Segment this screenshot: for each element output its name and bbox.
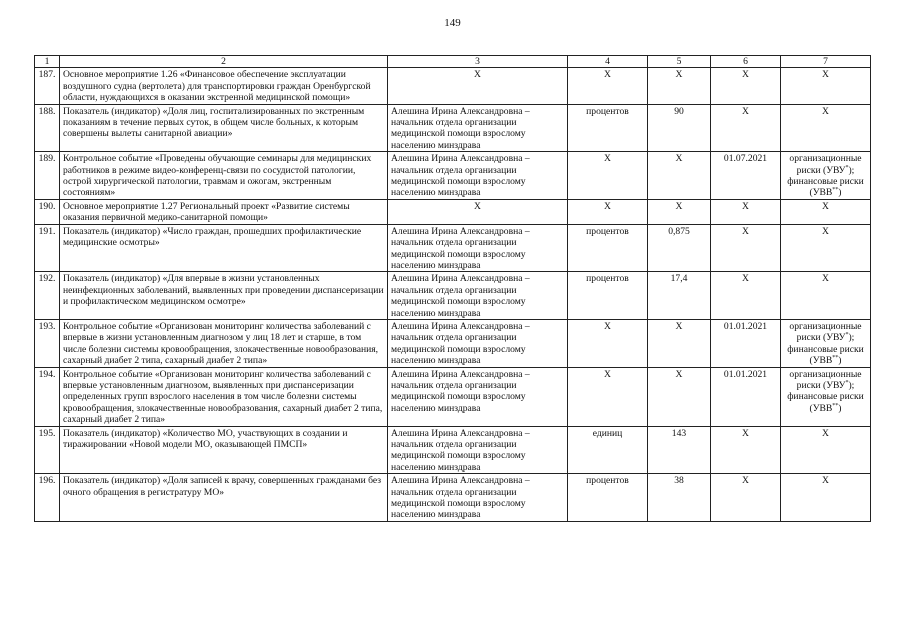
table-row — [35, 367, 871, 426]
table-row — [35, 104, 871, 152]
target-value: X — [648, 319, 711, 367]
unit: процентов — [568, 272, 648, 320]
unit: единиц — [568, 426, 648, 474]
unit: процентов — [568, 224, 648, 272]
responsible-person: X — [388, 199, 568, 224]
event-name: Показатель (индикатор) «Доля записей к врачу, совершенных гражданами без очного обращения в регистратуру МО» — [60, 474, 388, 522]
deadline-date: 01.01.2021 — [711, 319, 781, 367]
row-number: 188. — [35, 104, 60, 152]
deadline-date: X — [711, 426, 781, 474]
responsible-person: Алешина Ирина Александровна – начальник отдела организации медицинской помощи взрослому населению минздрава — [388, 367, 568, 426]
table-row — [35, 426, 871, 474]
deadline-date: 01.07.2021 — [711, 152, 781, 200]
unit: X — [568, 152, 648, 200]
unit: X — [568, 319, 648, 367]
event-name: Контрольное событие «Организован мониторинг количества заболеваний с впервые в жизни установленным диагнозом у лиц 18 лет и старше, в том числе болезни системы кровообращения, злокачественные новообразования, сахарный диабет 2 типа, сахарный диабет 2 типа» — [60, 319, 388, 367]
deadline-date: X — [711, 104, 781, 152]
risks: X — [781, 272, 871, 320]
risks: X — [781, 224, 871, 272]
risks: X — [781, 199, 871, 224]
table-row — [35, 224, 871, 272]
target-value: 143 — [648, 426, 711, 474]
event-name: Контрольное событие «Проведены обучающие семинары для медицинских работников в режиме видео-конференц-связи по сосудистой патологии, острой хирургической патологии, травмам и ожогам, экстренным состояниям» — [60, 152, 388, 200]
row-number: 196. — [35, 474, 60, 522]
table-row — [35, 319, 871, 367]
responsible-person: Алешина Ирина Александровна – начальник отдела организации медицинской помощи взрослому населению минздрава — [388, 104, 568, 152]
plan-table — [34, 55, 871, 522]
risks: X — [781, 104, 871, 152]
row-number: 190. — [35, 199, 60, 224]
responsible-person: Алешина Ирина Александровна – начальник отдела организации медицинской помощи взрослому населению минздрава — [388, 474, 568, 522]
event-name: Основное мероприятие 1.26 «Финансовое обеспечение эксплуатации воздушного судна (вертолета) для транспортировки граждан Оренбургской области, нуждающихся в оказании экстренной медицинской помощи» — [60, 68, 388, 104]
column-number: 6 — [711, 56, 781, 68]
row-number: 189. — [35, 152, 60, 200]
responsible-person: Алешина Ирина Александровна – начальник отдела организации медицинской помощи взрослому населению минздрава — [388, 426, 568, 474]
column-number: 3 — [388, 56, 568, 68]
responsible-person: Алешина Ирина Александровна – начальник отдела организации медицинской помощи взрослому населению минздрава — [388, 224, 568, 272]
target-value: X — [648, 152, 711, 200]
event-name: Контрольное событие «Организован мониторинг количества заболеваний с впервые установленным диагнозом, выявленных при диспансеризации определенных групп взрослого населения в том числе болезни системы кровообращения, злокачественные новообразования, сахарный диабет 2 типа, сахарный диабет 2 типа» — [60, 367, 388, 426]
table-row — [35, 474, 871, 522]
target-value: 38 — [648, 474, 711, 522]
deadline-date: X — [711, 272, 781, 320]
deadline-date: 01.01.2021 — [711, 367, 781, 426]
deadline-date: X — [711, 68, 781, 104]
target-value: 0,875 — [648, 224, 711, 272]
risks: организационные риски (УВУ*); финансовые риски (УВВ**) — [781, 152, 871, 200]
target-value: X — [648, 68, 711, 104]
risks: X — [781, 68, 871, 104]
unit: X — [568, 199, 648, 224]
row-number: 194. — [35, 367, 60, 426]
responsible-person: X — [388, 68, 568, 104]
unit: процентов — [568, 474, 648, 522]
target-value: X — [648, 367, 711, 426]
table-row — [35, 152, 871, 200]
risks: организационные риски (УВУ*); финансовые риски (УВВ**) — [781, 367, 871, 426]
table-row — [35, 199, 871, 224]
column-number: 2 — [60, 56, 388, 68]
responsible-person: Алешина Ирина Александровна – начальник отдела организации медицинской помощи взрослому населению минздрава — [388, 319, 568, 367]
responsible-person: Алешина Ирина Александровна – начальник отдела организации медицинской помощи взрослому населению минздрава — [388, 152, 568, 200]
responsible-person: Алешина Ирина Александровна – начальник отдела организации медицинской помощи взрослому населению минздрава — [388, 272, 568, 320]
unit: X — [568, 367, 648, 426]
table-row — [35, 68, 871, 104]
deadline-date: X — [711, 224, 781, 272]
column-number-row — [35, 56, 871, 68]
column-number: 7 — [781, 56, 871, 68]
unit: процентов — [568, 104, 648, 152]
row-number: 187. — [35, 68, 60, 104]
row-number: 195. — [35, 426, 60, 474]
target-value: X — [648, 199, 711, 224]
row-number: 192. — [35, 272, 60, 320]
risks: организационные риски (УВУ*); финансовые риски (УВВ**) — [781, 319, 871, 367]
deadline-date: X — [711, 199, 781, 224]
event-name: Показатель (индикатор) «Количество МО, участвующих в создании и тиражировании «Новой модели МО, оказывающей ПМСП» — [60, 426, 388, 474]
column-number: 1 — [35, 56, 60, 68]
unit: X — [568, 68, 648, 104]
page-number: 149 — [444, 17, 461, 29]
event-name: Показатель (индикатор) «Доля лиц, госпитализированных по экстренным показаниям в течение первых суток, в общем числе больных, к которым совершены вылеты санитарной авиации» — [60, 104, 388, 152]
row-number: 191. — [35, 224, 60, 272]
risks: X — [781, 474, 871, 522]
row-number: 193. — [35, 319, 60, 367]
target-value: 17,4 — [648, 272, 711, 320]
column-number: 4 — [568, 56, 648, 68]
event-name: Показатель (индикатор) «Для впервые в жизни установленных неинфекционных заболеваний, выявленных при проведении диспансеризации и профилактическом медицинском осмотре» — [60, 272, 388, 320]
event-name: Основное мероприятие 1.27 Региональный проект «Развитие системы оказания первичной медико-санитарной помощи» — [60, 199, 388, 224]
event-name: Показатель (индикатор) «Число граждан, прошедших профилактические медицинские осмотры» — [60, 224, 388, 272]
deadline-date: X — [711, 474, 781, 522]
risks: X — [781, 426, 871, 474]
target-value: 90 — [648, 104, 711, 152]
column-number: 5 — [648, 56, 711, 68]
table-row — [35, 272, 871, 320]
